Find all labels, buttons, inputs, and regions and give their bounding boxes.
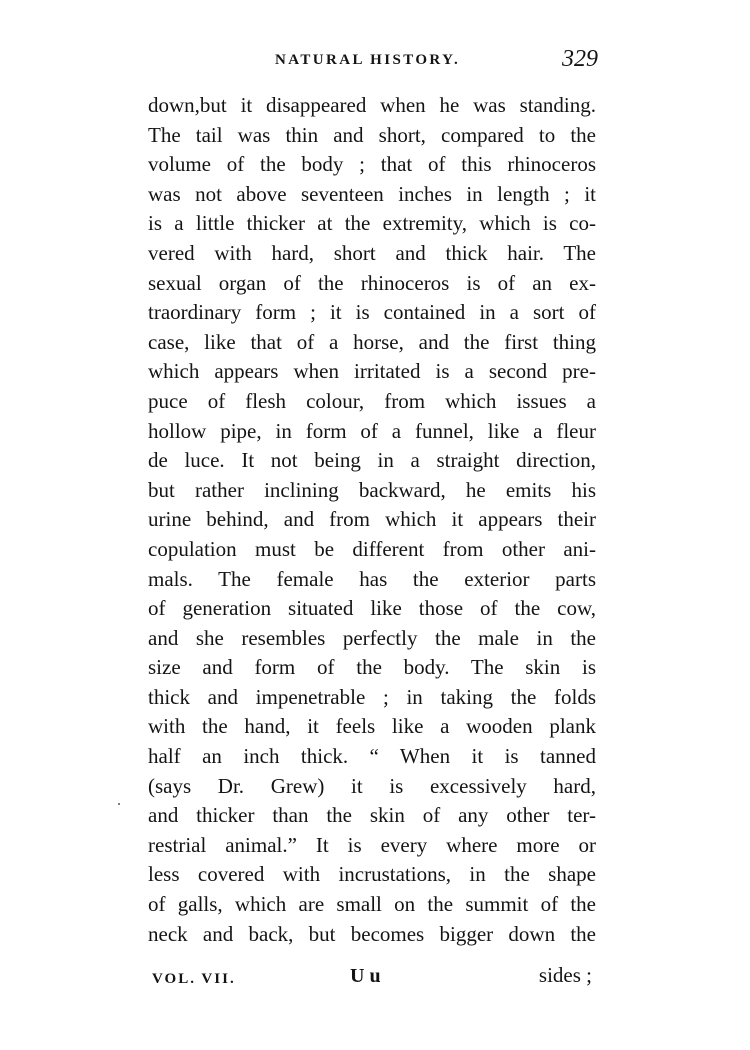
text-line: case, like that of a horse, and the first thing (148, 329, 596, 354)
catchword: sides ; (538, 963, 592, 987)
text-line: less covered with incrustations, in the shape (148, 862, 596, 887)
text-line: is a little thicker at the extremity, which is co- (148, 211, 596, 236)
text-line: down,but it disappeared when he was standing. (148, 93, 596, 117)
signature-mark: U u (350, 965, 381, 987)
text-line: urine behind, and from which it appears their (148, 507, 596, 532)
text-line: restrial animal.” It is every where more or (148, 832, 596, 857)
text-line: puce of flesh colour, from which issues a (148, 388, 596, 413)
running-title: NATURAL HISTORY. (275, 52, 461, 68)
text-line: copulation must be different from other ani- (148, 536, 596, 561)
text-line: hollow pipe, in form of a funnel, like a fleur (148, 418, 596, 443)
text-line: sexual organ of the rhinoceros is of an ex- (148, 270, 596, 295)
text-line: mals. The female has the exterior parts (148, 566, 596, 591)
text-line: which appears when irritated is a second pre- (148, 359, 596, 384)
text-line: volume of the body ; that of this rhinoceros (148, 152, 596, 177)
text-line: half an inch thick. “ When it is tanned (148, 744, 596, 769)
ink-speck (118, 803, 120, 805)
text-line: of galls, which are small on the summit of the (148, 892, 596, 917)
text-line: de luce. It not being in a straight direction, (148, 448, 596, 473)
text-line: of generation situated like those of the cow, (148, 596, 596, 621)
text-line: and she resembles perfectly the male in the (148, 625, 596, 650)
text-line: size and form of the body. The skin is (148, 655, 596, 680)
body-text (148, 91, 596, 949)
text-line: vered with hard, short and thick hair. The (148, 240, 596, 265)
text-line: The tail was thin and short, compared to the (148, 122, 596, 147)
text-line: neck and back, but becomes bigger down the (148, 921, 596, 946)
text-line: but rather inclining backward, he emits his (148, 477, 596, 502)
page-footer (150, 963, 596, 993)
text-line: (says Dr. Grew) it is excessively hard, (148, 773, 596, 798)
page-number: 329 (562, 46, 598, 72)
volume-label: VOL. VII. (152, 971, 236, 987)
text-line: was not above seventeen inches in length ; it (148, 181, 596, 206)
text-line: thick and impenetrable ; in taking the folds (148, 684, 596, 709)
text-line: and thicker than the skin of any other ter- (148, 803, 596, 828)
text-line: with the hand, it feels like a wooden plank (148, 714, 596, 739)
running-head (150, 46, 600, 80)
text-line: traordinary form ; it is contained in a sort of (148, 300, 596, 325)
